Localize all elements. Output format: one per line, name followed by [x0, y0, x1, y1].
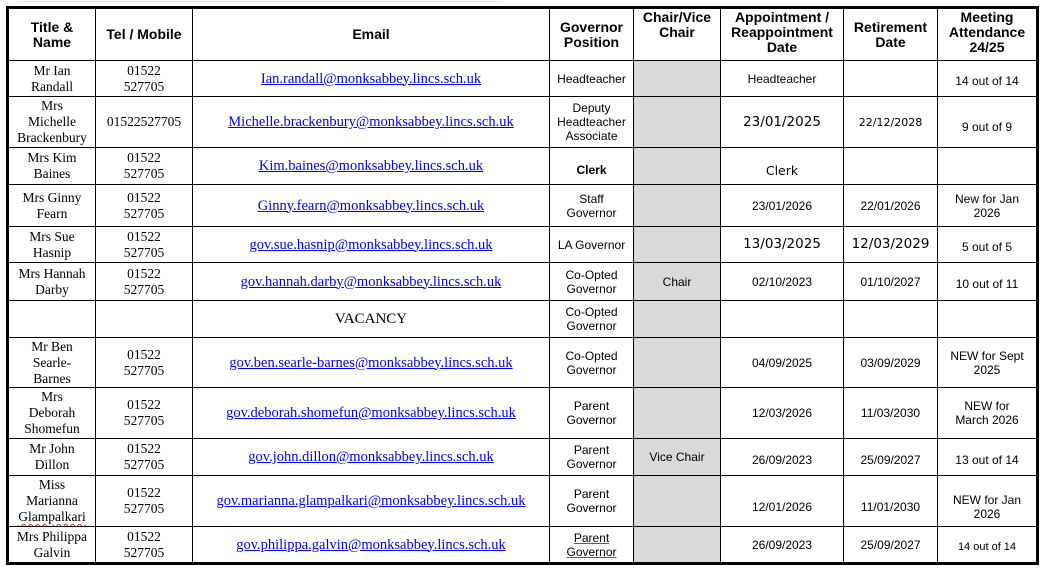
spellcheck-underlined-word: Glampalkari: [18, 509, 86, 524]
attendance-cell: 9 out of 9: [938, 97, 1038, 148]
appointment-cell: [721, 301, 844, 338]
email-cell: [193, 61, 550, 97]
name-cell: Mrs Michelle Brackenbury: [8, 97, 96, 148]
attendance-cell: NEW for Jan 2026: [938, 476, 1038, 527]
appointment-cell: 12/01/2026: [721, 476, 844, 527]
retirement-cell: 11/03/2030: [844, 388, 938, 439]
email-cell: [193, 227, 550, 263]
appointment-cell: 23/01/2025: [721, 97, 844, 148]
table-row: [8, 263, 1038, 301]
attendance-cell: 14 out of 14: [938, 527, 1038, 564]
appointment-cell: 12/03/2026: [721, 388, 844, 439]
email-link[interactable]: gov.deborah.shomefun@monksabbey.lincs.sch.uk: [226, 405, 516, 421]
tel-cell: 01522 527705: [96, 148, 193, 185]
col-header-email[interactable]: Email: [193, 8, 550, 61]
retirement-cell: 25/09/2027: [844, 439, 938, 476]
tel-cell: 01522 527705: [96, 61, 193, 97]
email-link[interactable]: gov.john.dillon@monksabbey.lincs.sch.uk: [248, 449, 494, 465]
name-cell: Mr Ian Randall: [8, 61, 96, 97]
email-link[interactable]: gov.ben.searle-barnes@monksabbey.lincs.sch.uk: [229, 354, 513, 371]
col-header-attendance[interactable]: Meeting Attendance 24/25: [938, 8, 1038, 61]
email-link[interactable]: Michelle.brackenbury@monksabbey.lincs.sch.uk: [228, 114, 514, 130]
col-header-tel[interactable]: Tel / Mobile: [96, 8, 193, 61]
chair-cell: [634, 61, 721, 97]
email-link[interactable]: Kim.baines@monksabbey.lincs.sch.uk: [258, 158, 484, 174]
tel-cell: 01522 527705: [96, 476, 193, 527]
col-header-chair[interactable]: Chair/Vice Chair: [634, 8, 721, 61]
attendance-cell: 14 out of 14: [938, 61, 1038, 97]
tel-cell: 01522 527705: [96, 527, 193, 564]
tel-cell: 01522 527705: [96, 185, 193, 227]
chair-cell: [634, 301, 721, 338]
position-cell: Co-Opted Governor: [550, 263, 634, 301]
table-row: [8, 338, 1038, 388]
email-cell: [193, 439, 550, 476]
table-row: [8, 61, 1038, 97]
vacancy-label: VACANCY: [193, 301, 550, 338]
header-rule: [20, 1, 500, 2]
retirement-cell: [844, 301, 938, 338]
position-cell: Parent Governor: [550, 388, 634, 439]
name-cell: Mrs Ginny Fearn: [8, 185, 96, 227]
position-cell: Headteacher: [550, 61, 634, 97]
appointment-cell: 26/09/2023: [721, 527, 844, 564]
name-cell: Miss Marianna Glampalkari: [8, 476, 96, 527]
attendance-cell: NEW for March 2026: [938, 388, 1038, 439]
col-header-appointment[interactable]: Appointment / Reappointment Date: [721, 8, 844, 61]
retirement-cell: 11/01/2030: [844, 476, 938, 527]
name-cell: [8, 301, 96, 338]
position-cell: Clerk: [550, 148, 634, 185]
table-row: [8, 439, 1038, 476]
chair-cell: [634, 227, 721, 263]
appointment-cell: Clerk: [721, 148, 844, 185]
chair-cell: [634, 185, 721, 227]
chair-cell: [634, 476, 721, 527]
retirement-cell: 25/09/2027: [844, 527, 938, 564]
tel-cell: 01522 527705: [96, 439, 193, 476]
col-header-position[interactable]: Governor Position: [550, 8, 634, 61]
position-cell: Deputy Headteacher Associate: [550, 97, 634, 148]
retirement-cell: [844, 61, 938, 97]
attendance-cell: 5 out of 5: [938, 227, 1038, 263]
tel-cell: [96, 301, 193, 338]
position-cell: Parent Governor: [550, 527, 634, 564]
table-row: [8, 527, 1038, 564]
col-header-name[interactable]: Title & Name: [8, 8, 96, 61]
name-cell: Mrs Kim Baines: [8, 148, 96, 185]
email-cell: [193, 263, 550, 301]
tel-cell: 01522 527705: [96, 388, 193, 439]
retirement-cell: 22/01/2026: [844, 185, 938, 227]
tel-cell: 01522 527705: [96, 263, 193, 301]
chair-cell: [634, 97, 721, 148]
position-cell: LA Governor: [550, 227, 634, 263]
tel-cell: 01522527705: [96, 97, 193, 148]
attendance-cell: New for Jan 2026: [938, 185, 1038, 227]
chair-cell: Vice Chair: [634, 439, 721, 476]
name-cell: Mrs Hannah Darby: [8, 263, 96, 301]
email-link[interactable]: Ian.randall@monksabbey.lincs.sch.uk: [260, 70, 482, 87]
governors-table: [6, 6, 1039, 565]
table-row: [8, 148, 1038, 185]
attendance-cell: NEW for Sept 2025: [938, 338, 1038, 388]
chair-cell: [634, 388, 721, 439]
header-row: [8, 8, 1038, 61]
position-cell: Staff Governor: [550, 185, 634, 227]
name-cell: Mrs Sue Hasnip: [8, 227, 96, 263]
retirement-cell: 22/12/2028: [844, 97, 938, 148]
appointment-cell: Headteacher: [721, 61, 844, 97]
appointment-cell: 23/01/2026: [721, 185, 844, 227]
attendance-cell: 13 out of 14: [938, 439, 1038, 476]
name-cell: Mr John Dillon: [8, 439, 96, 476]
chair-cell: [634, 527, 721, 564]
chair-cell: [634, 338, 721, 388]
name-cell: Mrs Deborah Shomefun: [8, 388, 96, 439]
attendance-cell: [938, 148, 1038, 185]
retirement-cell: 12/03/2029: [844, 227, 938, 263]
email-cell: [193, 97, 550, 148]
email-cell: [193, 148, 550, 185]
email-cell: [193, 527, 550, 564]
position-cell: Co-Opted Governor: [550, 338, 634, 388]
tel-cell: 01522 527705: [96, 338, 193, 388]
table-row: [8, 227, 1038, 263]
attendance-cell: [938, 301, 1038, 338]
appointment-cell: 02/10/2023: [721, 263, 844, 301]
email-cell: [193, 338, 550, 388]
table-row: [8, 301, 1038, 338]
chair-cell: [634, 148, 721, 185]
name-cell: Mr Ben Searle- Barnes: [8, 338, 96, 388]
position-cell: Co-Opted Governor: [550, 301, 634, 338]
retirement-cell: [844, 148, 938, 185]
name-cell: Mrs Philippa Galvin: [8, 527, 96, 564]
tel-cell: 01522 527705: [96, 227, 193, 263]
table-row: [8, 185, 1038, 227]
email-link[interactable]: gov.sue.hasnip@monksabbey.lincs.sch.uk: [249, 236, 493, 253]
email-link[interactable]: gov.marianna.glampalkari@monksabbey.lincs.sch.uk: [216, 493, 526, 509]
col-header-retirement[interactable]: Retirement Date: [844, 8, 938, 61]
retirement-cell: 01/10/2027: [844, 263, 938, 301]
email-link[interactable]: gov.philippa.galvin@monksabbey.lincs.sch.uk: [236, 536, 506, 553]
table-row: [8, 388, 1038, 439]
email-cell: [193, 388, 550, 439]
table-row: [8, 476, 1038, 527]
email-cell: [193, 185, 550, 227]
position-cell: Parent Governor: [550, 476, 634, 527]
attendance-cell: 10 out of 11: [938, 263, 1038, 301]
appointment-cell: 04/09/2025: [721, 338, 844, 388]
chair-cell: Chair: [634, 263, 721, 301]
position-cell: Parent Governor: [550, 439, 634, 476]
table-row: [8, 97, 1038, 148]
email-link[interactable]: Ginny.fearn@monksabbey.lincs.sch.uk: [257, 197, 485, 214]
appointment-cell: 13/03/2025: [721, 227, 844, 263]
retirement-cell: 03/09/2029: [844, 338, 938, 388]
email-cell: [193, 476, 550, 527]
email-link[interactable]: gov.hannah.darby@monksabbey.lincs.sch.uk: [240, 273, 502, 290]
appointment-cell: 26/09/2023: [721, 439, 844, 476]
